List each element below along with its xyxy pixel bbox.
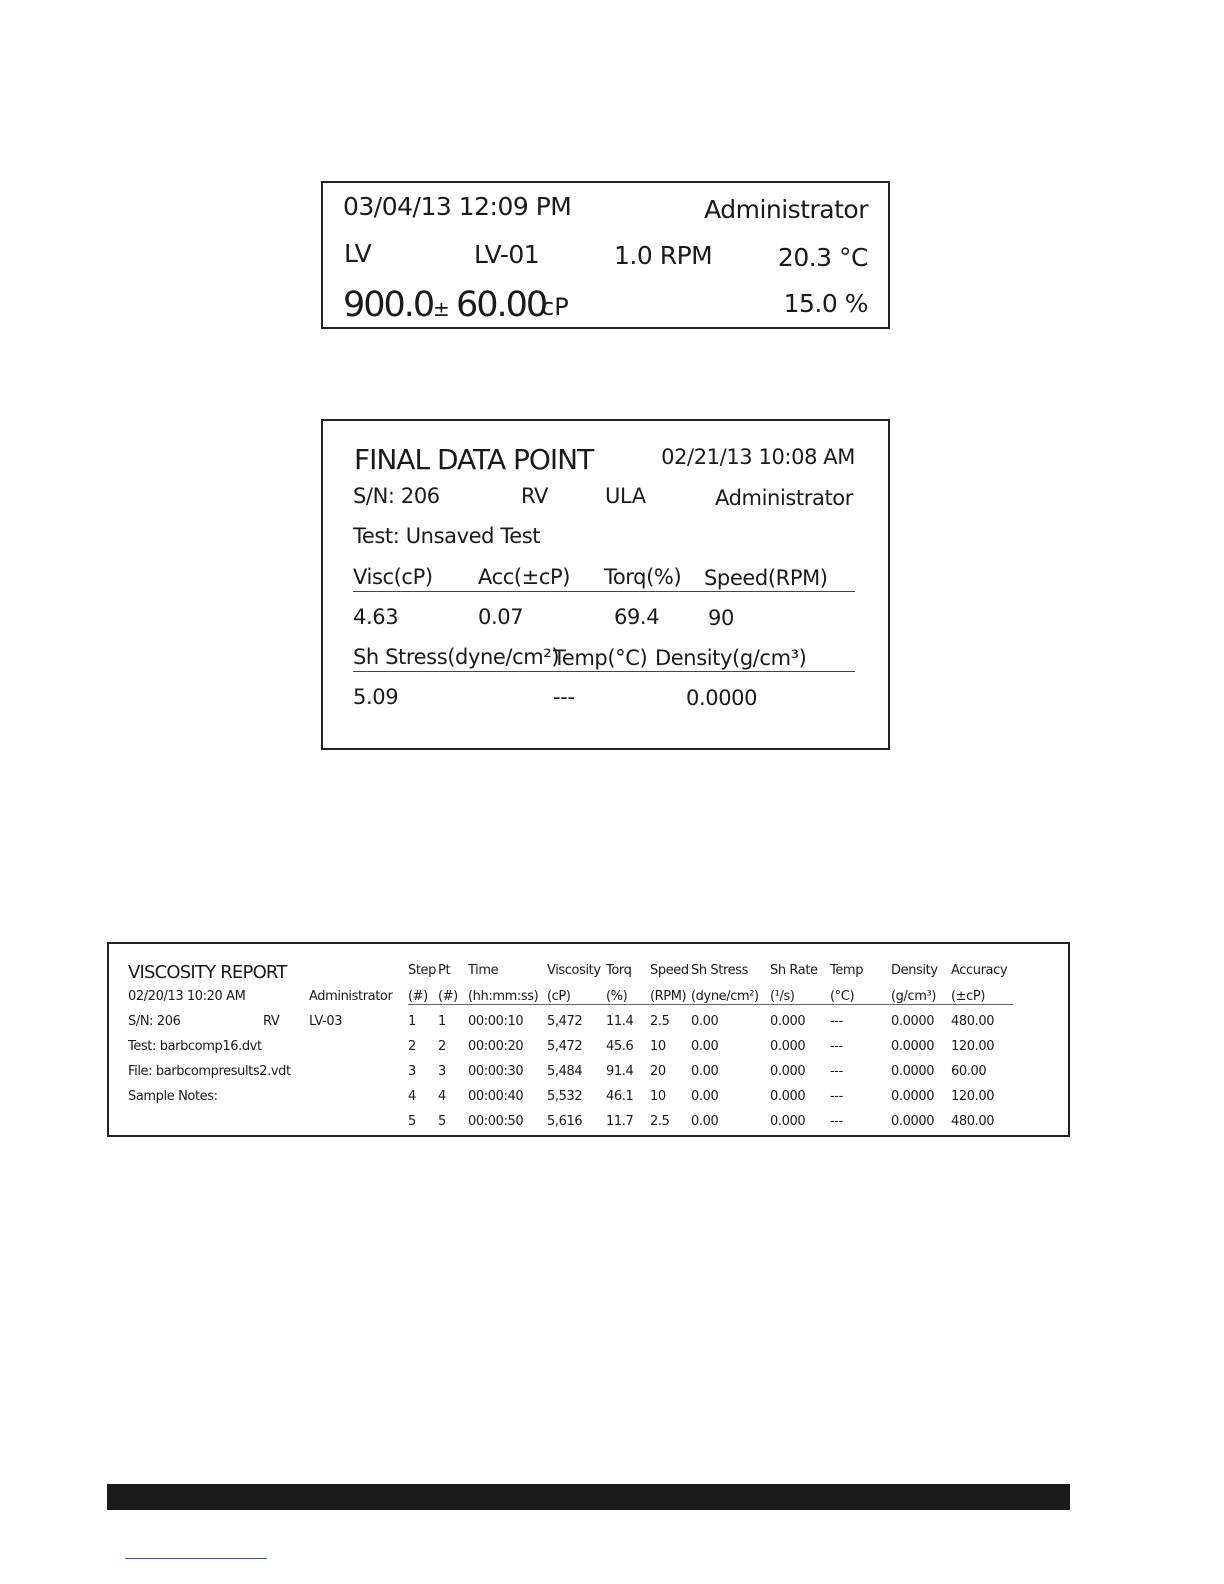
cell-accuracy: 480.00 — [951, 1014, 995, 1029]
viscosity-report-box — [107, 942, 1070, 1137]
cell-pt: 4 — [438, 1089, 446, 1104]
cell-sh-rate: 0.000 — [770, 1014, 806, 1029]
file-name: File: barbcompresults2.vdt — [128, 1064, 291, 1079]
cell-sh-rate: 0.000 — [770, 1114, 806, 1129]
value-acc: 0.07 — [478, 605, 524, 629]
cell-accuracy: 120.00 — [951, 1089, 995, 1104]
header-density: Density(g/cm³) — [655, 646, 807, 670]
header-step: Step — [408, 963, 436, 978]
cell-speed: 2.5 — [650, 1114, 670, 1129]
spindle: LV-03 — [309, 1014, 343, 1029]
cell-step: 1 — [408, 1014, 416, 1029]
header-speed: Speed(RPM) — [704, 566, 828, 590]
cell-torq: 11.4 — [606, 1014, 634, 1029]
header-time: Time — [468, 963, 499, 978]
cell-speed: 20 — [650, 1064, 666, 1079]
cell-time: 00:00:40 — [468, 1089, 524, 1104]
cell-temp: --- — [830, 1114, 843, 1129]
header-pt: Pt — [438, 963, 451, 978]
cell-speed: 2.5 — [650, 1014, 670, 1029]
datetime: 03/04/13 12:09 PM — [343, 192, 572, 221]
header-visc: Visc(cP) — [353, 565, 433, 589]
model: RV — [521, 484, 549, 508]
header-unit-speed: (RPM) — [650, 989, 687, 1004]
value-temp: --- — [553, 685, 575, 709]
header-torq: Torq — [606, 963, 632, 978]
cell-pt: 1 — [438, 1014, 446, 1029]
serial-number: S/N: 206 — [353, 484, 440, 508]
footer-bar — [107, 1484, 1070, 1510]
value-visc: 4.63 — [353, 605, 399, 629]
header-unit-accuracy: (±cP) — [951, 989, 986, 1004]
cell-sh-rate: 0.000 — [770, 1064, 806, 1079]
unit-label: cP — [541, 293, 569, 321]
datetime: 02/21/13 10:08 AM — [661, 445, 855, 469]
cell-speed: 10 — [650, 1039, 666, 1054]
cell-accuracy: 120.00 — [951, 1039, 995, 1054]
plusminus-sign: ± — [433, 297, 450, 321]
cell-sh-stress: 0.00 — [691, 1114, 719, 1129]
divider — [353, 671, 855, 672]
cell-density: 0.0000 — [891, 1064, 935, 1079]
cell-time: 00:00:30 — [468, 1064, 524, 1079]
viscosity-value: 900.0 — [343, 285, 434, 325]
header-unit-time: (hh:mm:ss) — [468, 989, 539, 1004]
user: Administrator — [704, 195, 868, 224]
cell-viscosity: 5,472 — [547, 1014, 583, 1029]
test-name: Test: Unsaved Test — [353, 524, 541, 548]
cell-time: 00:00:50 — [468, 1114, 524, 1129]
cell-torq: 91.4 — [606, 1064, 634, 1079]
header-density: Density — [891, 963, 938, 978]
divider — [353, 591, 855, 592]
cell-sh-rate: 0.000 — [770, 1039, 806, 1054]
value-speed: 90 — [708, 606, 734, 630]
header-unit-viscosity: (cP) — [547, 989, 571, 1004]
cell-temp: --- — [830, 1039, 843, 1054]
header-viscosity: Viscosity — [547, 963, 601, 978]
cell-pt: 5 — [438, 1114, 446, 1129]
cell-density: 0.0000 — [891, 1114, 935, 1129]
cell-sh-stress: 0.00 — [691, 1014, 719, 1029]
cell-time: 00:00:20 — [468, 1039, 524, 1054]
sample-notes: Sample Notes: — [128, 1089, 218, 1104]
value-density: 0.0000 — [686, 686, 758, 710]
report-title: VISCOSITY REPORT — [128, 962, 287, 983]
cell-time: 00:00:10 — [468, 1014, 524, 1029]
header-unit-sh-stress: (dyne/cm²) — [691, 989, 759, 1004]
model: RV — [263, 1014, 280, 1029]
torque-value: 15.0 % — [783, 289, 868, 318]
cell-pt: 2 — [438, 1039, 446, 1054]
final-title: FINAL DATA POINT — [354, 443, 594, 476]
footer-link-underline — [125, 1558, 267, 1559]
cell-speed: 10 — [650, 1089, 666, 1104]
cell-step: 4 — [408, 1089, 416, 1104]
header-sh-stress: Sh Stress — [691, 963, 748, 978]
cell-viscosity: 5,472 — [547, 1039, 583, 1054]
header-acc: Acc(±cP) — [478, 565, 571, 589]
cell-density: 0.0000 — [891, 1014, 935, 1029]
cell-viscosity: 5,616 — [547, 1114, 583, 1129]
cell-viscosity: 5,484 — [547, 1064, 583, 1079]
cell-viscosity: 5,532 — [547, 1089, 583, 1104]
header-temp: Temp(°C) — [553, 646, 648, 670]
user: Administrator — [715, 486, 853, 510]
cell-temp: --- — [830, 1064, 843, 1079]
spindle: LV-01 — [474, 240, 540, 269]
cell-temp: --- — [830, 1014, 843, 1029]
spindle: ULA — [605, 484, 646, 508]
divider — [408, 1004, 1013, 1005]
cell-sh-stress: 0.00 — [691, 1064, 719, 1079]
speed: 1.0 RPM — [614, 241, 713, 270]
display-screen-box — [321, 181, 890, 329]
accuracy-value: 60.00 — [456, 285, 547, 325]
header-torq: Torq(%) — [604, 565, 682, 589]
header-temp: Temp — [830, 963, 864, 978]
test-name: Test: barbcomp16.dvt — [128, 1039, 262, 1054]
cell-sh-stress: 0.00 — [691, 1039, 719, 1054]
header-unit-step: (#) — [408, 989, 428, 1004]
header-unit-sh-rate: (¹/s) — [770, 989, 795, 1004]
value-sh-stress: 5.09 — [353, 685, 399, 709]
cell-density: 0.0000 — [891, 1039, 935, 1054]
header-accuracy: Accuracy — [951, 963, 1008, 978]
cell-accuracy: 60.00 — [951, 1064, 987, 1079]
value-torq: 69.4 — [614, 605, 660, 629]
cell-pt: 3 — [438, 1064, 446, 1079]
cell-torq: 45.6 — [606, 1039, 634, 1054]
user: Administrator — [309, 989, 393, 1004]
header-unit-torq: (%) — [606, 989, 628, 1004]
header-unit-temp: (°C) — [830, 989, 855, 1004]
header-unit-density: (g/cm³) — [891, 989, 936, 1004]
cell-torq: 11.7 — [606, 1114, 634, 1129]
cell-step: 3 — [408, 1064, 416, 1079]
header-unit-pt: (#) — [438, 989, 458, 1004]
model: LV — [344, 239, 372, 268]
datetime: 02/20/13 10:20 AM — [128, 989, 246, 1004]
temperature: 20.3 °C — [777, 243, 868, 272]
cell-step: 5 — [408, 1114, 416, 1129]
header-speed: Speed — [650, 963, 689, 978]
cell-accuracy: 480.00 — [951, 1114, 995, 1129]
serial-number: S/N: 206 — [128, 1014, 181, 1029]
cell-sh-rate: 0.000 — [770, 1089, 806, 1104]
cell-torq: 46.1 — [606, 1089, 634, 1104]
cell-density: 0.0000 — [891, 1089, 935, 1104]
cell-temp: --- — [830, 1089, 843, 1104]
header-sh-stress: Sh Stress(dyne/cm²) — [353, 645, 560, 669]
cell-sh-stress: 0.00 — [691, 1089, 719, 1104]
cell-step: 2 — [408, 1039, 416, 1054]
header-sh-rate: Sh Rate — [770, 963, 818, 978]
final-data-point-box — [321, 419, 890, 750]
